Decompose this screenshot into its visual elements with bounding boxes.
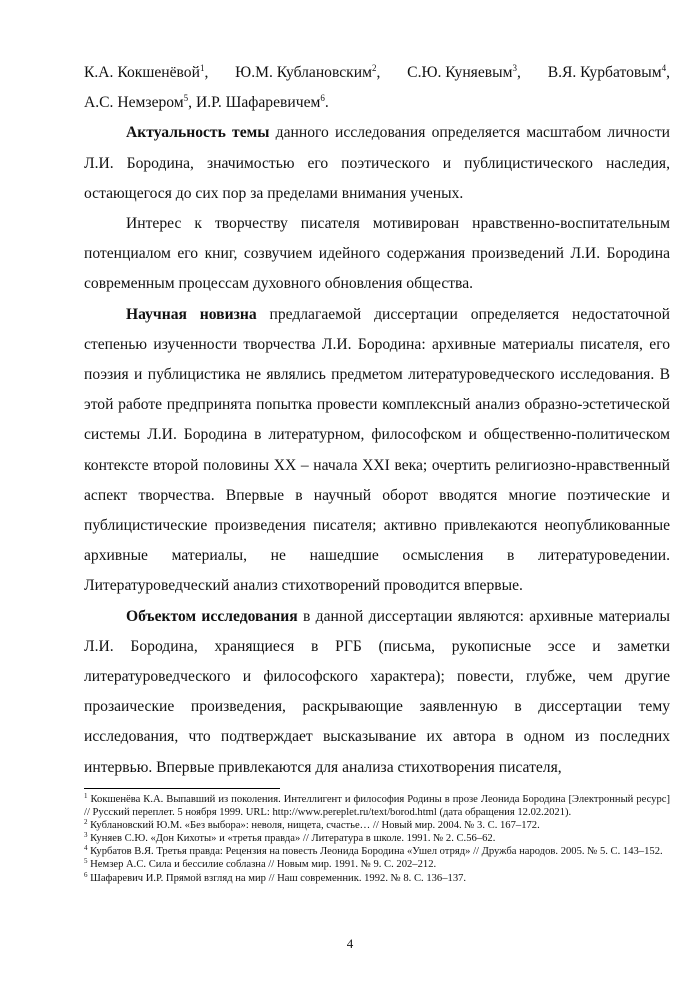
footnote-ref-6[interactable]: 6 [320,93,325,104]
paragraph-interest: Интерес к творчеству писателя мотивирован нравственно-воспитательным потенциалом его книг, созвучием идейного содержания произведений Л.И. Бородина современным процессам духовного обновления общества. [84,215,670,293]
authors-line-2: А.С. Немзером$^5$, И.Р. Шафаревичем$^6$. [84,93,329,112]
authors-line [84,58,670,88]
footnote-4: $^4$ Курбатов В.Я. Третья правда: Рецензия на повесть Леонида Бородина «Ушел отряд» // Дружба народов. 2005. № 5. С. 143–152. [84,844,663,858]
footnote-separator [84,788,280,789]
term-novelty: Научная новизна [126,305,257,323]
footnote-ref-2[interactable]: 2 [371,63,377,73]
term-relevance: Актуальность темы [126,124,270,142]
footnotes [84,793,670,885]
footnote-ref-1[interactable]: 1 [199,63,205,73]
footnote-6: $^6$ Шафаревич И.Р. Прямой взгляд на мир // Наш современник. 1992. № 8. С. 136–137. [84,870,467,884]
author-6: И.Р. Шафаревичем [195,94,321,112]
page-number: 4 [346,936,354,951]
page-body [84,58,670,783]
footnote-3: $^3$ Куняев С.Ю. «Дон Кихоты» и «третья правда» // Литература в школе. 1991. № 2. С.56–62. [84,831,496,845]
author-2: Ю.М. Кублановским$^2$, [235,63,381,81]
footnote-5: $^5$ Немзер А.С. Сила и бессилие соблазна // Новым мир. 1991. № 9. С. 202–212. [84,857,437,871]
footnote-1: $^1$ Кокшенёва К.А. Выпавший из поколения. Интеллигент и философия Родины в прозе Леонида Бородина [Электронный ресурс] // Русский переплет. 5 ноября 1999. URL: http://www.pereplet.ru/text/borod.html (дата обращения 12.02.2021). [84,792,670,819]
footnote-ref-5[interactable]: 5 [183,93,189,104]
paragraph-object: Объектом исследования в данной диссертации являются: архивные материалы Л.И. Бородина, хранящиеся в РГБ (письма, рукописные эссе и заметки литературоведческого и философского характера); повести, глубже, чем другие прозаические произведения, раскрывающие заявленную в диссертации тему исследования, что подтверждает высказывание их автора в одном из последних интервью. Впервые привлекаются для анализа стихотворения писателя, [84,607,671,776]
author-1: К.А. Кокшенёвой$^1$, [84,63,209,81]
footnote-ref-4[interactable]: 4 [661,63,667,73]
author-5: А.С. Немзером [84,94,184,112]
term-object: Объектом исследования [126,607,298,625]
author-4: В.Я. Курбатовым$^4$, [547,63,670,81]
footnote-2: $^2$ Кублановский Ю.М. «Без выбора»: неволя, нищета, счастье… // Новый мир. 2004. № 3. С. 167–172. [84,818,540,832]
footnote-ref-3[interactable]: 3 [512,63,517,73]
paragraph-novelty: Научная новизна предлагаемой диссертации определяется недостаточной степенью изученности творчества Л.И. Бородина: архивные материалы писателя, его поэзия и публицистика не являлись предметом литературоведческого исследования. В этой работе предпринята попытка провести комплексный анализ образно-эстетической системы Л.И. Бородина в литературном, философском и общественно-политическом контексте второй половины XX – начала XXI века; очертить религиозно-нравственный аспект творчества. Впервые в научный оборот вводятся многие поэтические и публицистические произведения писателя; активно привлекаются неопубликованные архивные материалы, не нашедшие осмысления в литературоведении. Литературоведческий анализ стихотворений проводится впервые. [84,305,670,595]
paragraph-relevance: Актуальность темы данного исследования определяется масштабом личности Л.И. Бородина, значимостью его поэтического и публицистического наследия, остающегося до сих пор за пределами внимания ученых. [84,124,670,202]
author-3: С.Ю. Куняевым$^3$, [407,63,521,81]
